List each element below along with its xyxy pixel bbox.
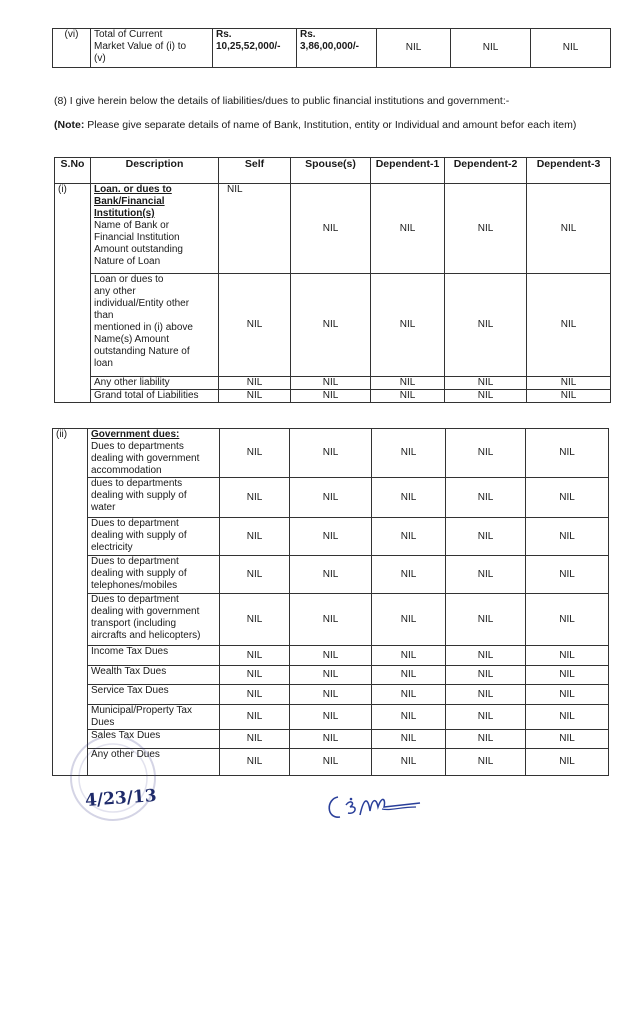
cell-spouse: NIL — [291, 274, 371, 377]
cell-self: NIL — [220, 705, 290, 730]
row-description: Dues to department dealing with government transport (including aircrafts and helicopters) — [88, 594, 220, 646]
cell-self: NIL — [219, 274, 291, 377]
cell-dep1: NIL — [372, 518, 446, 556]
cell-spouse: NIL — [290, 646, 372, 666]
cell-dep2: NIL — [446, 730, 526, 749]
cell-spouse: NIL — [290, 685, 372, 705]
cell-dep3: NIL — [526, 749, 609, 776]
cell-dep1: NIL — [372, 594, 446, 646]
cell-spouse: NIL — [291, 390, 371, 403]
cell-dep3: NIL — [526, 646, 609, 666]
cell-spouse: NIL — [291, 377, 371, 390]
cell-dep1: NIL — [372, 478, 446, 518]
cell-dep1: NIL — [372, 556, 446, 594]
cell-dep3: NIL — [526, 478, 609, 518]
cell-spouse: NIL — [290, 594, 372, 646]
cell-dep1: NIL — [371, 184, 445, 274]
row-description: Loan. or dues to Bank/Financial Institution(s) Name of Bank or Financial Institution Amount outstanding Nature of Loan — [91, 184, 219, 274]
cell-self: NIL — [220, 749, 290, 776]
table-row — [55, 184, 611, 274]
cell-dep1: NIL — [371, 377, 445, 390]
table-row — [55, 377, 611, 390]
cell-self: NIL — [219, 377, 291, 390]
cell-dep1: NIL — [372, 705, 446, 730]
cell-dep2: NIL — [446, 749, 526, 776]
cell-self: NIL — [220, 685, 290, 705]
row-description: Service Tax Dues — [88, 685, 220, 705]
row-description: Wealth Tax Dues — [88, 666, 220, 685]
cell-spouse: NIL — [290, 429, 372, 478]
stamp-date: 4/23/13 — [84, 785, 158, 811]
cell-self: NIL — [220, 429, 290, 478]
cell-dep1: NIL — [371, 274, 445, 377]
table-row — [53, 429, 609, 478]
cell-dep3: NIL — [526, 685, 609, 705]
cell-dep2: NIL — [445, 184, 527, 274]
note-line — [54, 119, 576, 131]
row-description: dues to departments dealing with supply of water — [88, 478, 220, 518]
top-dep3: NIL — [531, 29, 611, 68]
cell-dep3: NIL — [527, 377, 611, 390]
table-row — [53, 646, 609, 666]
cell-spouse: NIL — [290, 478, 372, 518]
cell-self: NIL — [220, 478, 290, 518]
row-description: Any other Dues — [88, 749, 220, 776]
cell-dep2: NIL — [446, 705, 526, 730]
cell-dep1: NIL — [372, 685, 446, 705]
table-row — [55, 390, 611, 403]
cell-dep2: NIL — [445, 390, 527, 403]
cell-dep3: NIL — [526, 730, 609, 749]
cell-dep2: NIL — [446, 429, 526, 478]
cell-dep3: NIL — [527, 274, 611, 377]
top-table — [52, 28, 611, 68]
cell-dep2: NIL — [446, 478, 526, 518]
cell-dep2: NIL — [446, 518, 526, 556]
table-row — [53, 705, 609, 730]
row-description: Municipal/Property Tax Dues — [88, 705, 220, 730]
header-dependent-3: Dependent-3 — [527, 158, 611, 184]
row-description: Any other liability — [91, 377, 219, 390]
cell-dep3: NIL — [527, 184, 611, 274]
cell-dep1: NIL — [372, 730, 446, 749]
top-dep2: NIL — [451, 29, 531, 68]
row-description: Dues to department dealing with supply of telephones/mobiles — [88, 556, 220, 594]
cell-dep2: NIL — [446, 666, 526, 685]
cell-spouse: NIL — [290, 705, 372, 730]
cell-dep3: NIL — [527, 390, 611, 403]
cell-dep2: NIL — [446, 685, 526, 705]
row-description: Income Tax Dues — [88, 646, 220, 666]
table-row — [53, 518, 609, 556]
cell-self: NIL — [220, 518, 290, 556]
row-description: Government dues: Dues to departments dealing with government accommodation — [88, 429, 220, 478]
cell-dep1: NIL — [371, 390, 445, 403]
liabilities-table — [54, 157, 611, 403]
cell-self: NIL — [219, 184, 291, 274]
cell-self: NIL — [220, 646, 290, 666]
cell-spouse: NIL — [290, 666, 372, 685]
cell-dep3: NIL — [526, 556, 609, 594]
cell-dep3: NIL — [526, 666, 609, 685]
row-sno: (i) — [55, 184, 91, 403]
top-dep1: NIL — [377, 29, 451, 68]
table-row — [53, 594, 609, 646]
top-sno: (vi) — [53, 29, 91, 68]
table-row — [53, 478, 609, 518]
cell-dep1: NIL — [372, 749, 446, 776]
top-spouse: Rs. 3,86,00,000/- — [297, 29, 377, 68]
cell-spouse: NIL — [290, 556, 372, 594]
seal-stamp — [55, 738, 170, 828]
note-label: (Note: — [54, 119, 85, 131]
cell-dep2: NIL — [446, 594, 526, 646]
cell-dep3: NIL — [526, 518, 609, 556]
cell-dep2: NIL — [445, 377, 527, 390]
cell-self: NIL — [220, 556, 290, 594]
header-dependent-2: Dependent-2 — [445, 158, 527, 184]
cell-spouse: NIL — [290, 518, 372, 556]
row-description: Grand total of Liabilities — [91, 390, 219, 403]
top-desc: Total of Current Market Value of (i) to (v) — [91, 29, 213, 68]
header-description: Description — [91, 158, 219, 184]
signature — [320, 785, 430, 830]
cell-dep1: NIL — [372, 666, 446, 685]
cell-dep3: NIL — [526, 594, 609, 646]
table-row — [53, 556, 609, 594]
government-dues-table — [52, 428, 609, 776]
paragraph-8: (8) I give herein below the details of liabilities/dues to public financial institutions and government:- — [54, 95, 510, 107]
cell-self: NIL — [220, 594, 290, 646]
cell-dep3: NIL — [526, 705, 609, 730]
cell-dep2: NIL — [446, 556, 526, 594]
row-description: Sales Tax Dues — [88, 730, 220, 749]
table-row — [55, 274, 611, 377]
row-description: Loan or dues to any other individual/Entity other than mentioned in (i) above Name(s) Amount outstanding Nature of loan — [91, 274, 219, 377]
cell-dep2: NIL — [446, 646, 526, 666]
cell-spouse: NIL — [290, 749, 372, 776]
note-text: Please give separate details of name of Bank, Institution, entity or Individual and amount befor each item) — [84, 119, 577, 131]
cell-dep1: NIL — [372, 429, 446, 478]
header-self: Self — [219, 158, 291, 184]
table-row — [53, 666, 609, 685]
header-dependent-1: Dependent-1 — [371, 158, 445, 184]
cell-spouse: NIL — [291, 184, 371, 274]
row-description: Dues to department dealing with supply of electricity — [88, 518, 220, 556]
cell-self: NIL — [220, 666, 290, 685]
cell-self: NIL — [219, 390, 291, 403]
cell-spouse: NIL — [290, 730, 372, 749]
cell-dep2: NIL — [445, 274, 527, 377]
header-sno: S.No — [55, 158, 91, 184]
cell-dep1: NIL — [372, 646, 446, 666]
cell-self: NIL — [220, 730, 290, 749]
header-spouse: Spouse(s) — [291, 158, 371, 184]
cell-dep3: NIL — [526, 429, 609, 478]
row-sno: (ii) — [53, 429, 88, 776]
table-row — [53, 685, 609, 705]
top-self: Rs. 10,25,52,000/- — [213, 29, 297, 68]
